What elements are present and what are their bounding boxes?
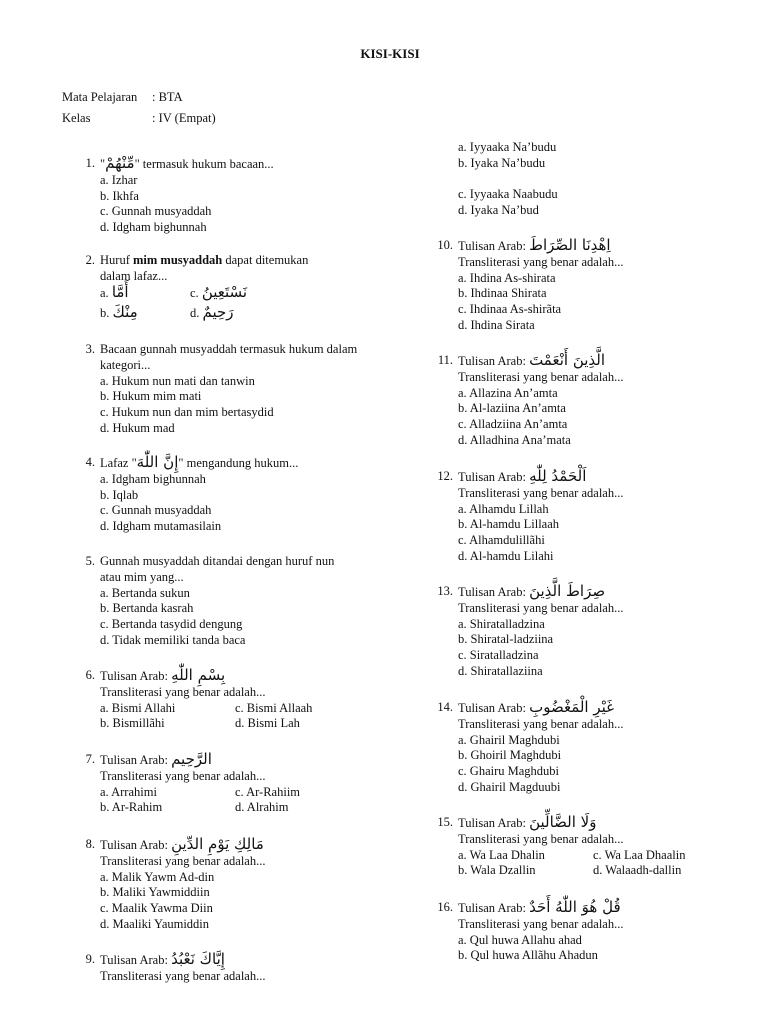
question-subtext: Transliterasi yang benar adalah... — [458, 716, 624, 731]
option-a: a. Wa Laa Dhalin — [458, 847, 545, 862]
option: d. Maaliki Yaumiddin — [100, 916, 210, 931]
option: c. Ihdinaa As-shirãta — [458, 302, 562, 317]
option-label: c. — [190, 285, 199, 300]
option-c: c. Bismi Allaah — [235, 700, 313, 715]
page-title: KISI-KISI — [360, 46, 420, 61]
option: a. Shiratalladzina — [458, 616, 545, 631]
option: b. Hukum mim mati — [100, 389, 202, 404]
meta-label: Mata Pelajaran — [62, 90, 138, 104]
option: c. Ghairu Maghdubi — [458, 764, 560, 779]
option: b. Ihdinaa Shirata — [458, 286, 547, 301]
question-text: " — [100, 157, 106, 171]
question-number: 1. — [85, 156, 95, 170]
option: d. Hukum mad — [100, 420, 175, 435]
option: a. Iyyaaka Na’budu — [458, 140, 557, 154]
option-b: b. Bismillãhi — [100, 716, 165, 731]
question-number: 14. — [437, 700, 453, 714]
question-5 — [75, 554, 375, 649]
question-9-options — [433, 140, 753, 219]
option: a. Izhar — [100, 172, 138, 187]
question-subtext: Transliterasi yang benar adalah... — [100, 768, 266, 783]
option: c. Iyyaaka Naabudu — [458, 187, 558, 202]
option-d: d. Bismi Lah — [235, 716, 300, 731]
arabic-text: وَلَا الضَّالِّينَ — [529, 813, 597, 831]
question-number: 5. — [85, 554, 95, 568]
option-a: a. Bismi Allahi — [100, 700, 176, 715]
question-text: " termasuk hukum bacaan... — [134, 157, 274, 171]
option: a. Ihdina As-shirata — [458, 270, 556, 285]
option-b: b. Wala Dzallin — [458, 863, 536, 878]
option: b. Qul huwa Allãhu Ahadun — [458, 948, 598, 963]
question-subtext: Transliterasi yang benar adalah... — [458, 916, 624, 931]
option: b. Al-laziina An’amta — [458, 401, 566, 416]
question-number: 7. — [85, 752, 95, 766]
question-number: 16. — [437, 900, 453, 914]
option: b. Ikhfa — [100, 188, 139, 203]
question-3 — [75, 342, 375, 437]
arabic-text: مِّنْهُمْ — [105, 154, 135, 172]
option: d. Idgham mutamasilain — [100, 519, 222, 534]
option: b. Shiratal-ladziina — [458, 632, 554, 647]
question-13 — [433, 584, 753, 680]
option: d. Iyaka Na’bud — [458, 203, 539, 218]
question-number: 3. — [85, 342, 95, 356]
question-number: 11. — [437, 353, 453, 367]
option: a. Ghairil Maghdubi — [458, 732, 560, 747]
question-1 — [75, 156, 375, 236]
question-text: Tulisan Arab: — [100, 753, 172, 767]
option-label: b. — [100, 306, 110, 321]
arabic-text: مَالِكِ يَوْمِ الدِّينِ — [171, 835, 264, 853]
option: c. Alladziina An’amta — [458, 417, 568, 432]
question-text-line2: dalam lafaz... — [100, 268, 168, 283]
arabic-text: اِهْدِنَا الصِّرَاطَ — [529, 236, 611, 254]
question-text: Tulisan Arab: — [458, 239, 530, 253]
arabic-text: نَسْتَعِينُ — [201, 282, 248, 301]
question-9 — [75, 952, 375, 985]
option: d. Tidak memiliki tanda baca — [100, 632, 246, 647]
option: d. Alladhina Ana’mata — [458, 432, 571, 447]
question-text: Lafaz " — [100, 456, 137, 470]
option: d. Idgham bighunnah — [100, 220, 207, 235]
option-c: c. Wa Laa Dhaalin — [593, 847, 686, 862]
question-text: Tulisan Arab: — [458, 470, 530, 484]
option-d: d. Alrahim — [235, 800, 289, 815]
question-11 — [433, 353, 753, 449]
question-number: 13. — [437, 584, 453, 598]
option-c — [190, 282, 280, 302]
question-text: Tulisan Arab: — [100, 669, 172, 683]
option: c. Alhamdulillãhi — [458, 533, 545, 548]
question-number: 6. — [85, 668, 95, 682]
option: b. Iyaka Na’budu — [458, 155, 546, 170]
option: b. Bertanda kasrah — [100, 601, 194, 616]
question-2 — [75, 253, 375, 322]
meta-value: : BTA — [152, 90, 183, 104]
arabic-text: إِيَّاكَ نَعْبُدُ — [171, 950, 225, 968]
question-text: Tulisan Arab: — [458, 901, 530, 915]
arabic-text: اَلْحَمْدُ لِلّٰهِ — [529, 467, 587, 485]
question-6 — [75, 668, 375, 732]
option-d: d. Walaadh-dallin — [593, 863, 682, 878]
question-subtext: Transliterasi yang benar adalah... — [458, 485, 624, 500]
option-b: b. Ar-Rahim — [100, 800, 163, 815]
question-subtext: Transliterasi yang benar adalah... — [458, 369, 624, 384]
question-15 — [433, 815, 753, 879]
question-text: Huruf — [100, 253, 133, 267]
meta-subject — [62, 90, 183, 106]
question-number: 10. — [437, 238, 453, 252]
question-number: 12. — [437, 469, 453, 483]
option: c. Hukum nun dan mim bertasydid — [100, 405, 274, 420]
question-14 — [433, 700, 753, 796]
question-text: " mengandung hukum... — [178, 456, 299, 470]
question-subtext: Transliterasi yang benar adalah... — [100, 968, 266, 983]
option: a. Malik Yawm Ad-din — [100, 869, 215, 884]
arabic-text: قُلْ هُوَ اللّٰهُ أَحَدٌ — [529, 898, 621, 916]
question-subtext: Transliterasi yang benar adalah... — [458, 831, 624, 846]
arabic-text: أَمَّا — [111, 282, 129, 301]
question-subtext: Transliterasi yang benar adalah... — [458, 600, 624, 615]
arabic-text: إِنَّ اللّٰهَ — [136, 453, 179, 471]
option: b. Al-hamdu Lillaah — [458, 517, 560, 532]
question-10 — [433, 238, 753, 334]
question-8 — [75, 837, 375, 933]
option: c. Maalik Yawma Diin — [100, 901, 213, 916]
option: c. Gunnah musyaddah — [100, 503, 212, 518]
option-label: a. — [100, 285, 109, 300]
question-subtext: Transliterasi yang benar adalah... — [458, 254, 624, 269]
question-text: dapat ditemukan — [222, 253, 309, 267]
option-label: d. — [190, 306, 200, 321]
option: a. Qul huwa Allahu ahad — [458, 932, 582, 947]
option: b. Ghoiril Maghdubi — [458, 748, 562, 763]
option: a. Allazina An’amta — [458, 385, 558, 400]
option: a. Alhamdu Lillah — [458, 501, 549, 516]
arabic-text: مِنْكَ — [112, 303, 138, 322]
arabic-text: الرَّحِيم — [171, 750, 212, 768]
option: b. Maliki Yawmiddiin — [100, 885, 210, 900]
option-a: a. Arrahimi — [100, 784, 157, 799]
question-4 — [75, 455, 375, 535]
option: c. Gunnah musyaddah — [100, 204, 212, 219]
question-16 — [433, 900, 753, 964]
option: a. Hukum nun mati dan tanwin — [100, 373, 255, 388]
option: a. Idgham bighunnah — [100, 471, 206, 486]
question-text-line2: kategori... — [100, 357, 151, 372]
question-12 — [433, 469, 753, 565]
option: d. Al-hamdu Lilahi — [458, 548, 554, 563]
question-number: 2. — [85, 253, 95, 267]
option: d. Ihdina Sirata — [458, 317, 535, 332]
question-text: Tulisan Arab: — [458, 354, 530, 368]
question-number: 8. — [85, 837, 95, 851]
question-number: 4. — [85, 455, 95, 469]
option: c. Bertanda tasydid dengung — [100, 617, 243, 632]
question-text: Tulisan Arab: — [100, 953, 172, 967]
question-7 — [75, 752, 375, 816]
meta-class — [62, 111, 216, 127]
question-number: 9. — [85, 952, 95, 966]
option: c. Siratalladzina — [458, 648, 539, 663]
question-text: Tulisan Arab: — [458, 816, 530, 830]
option-a — [100, 282, 190, 302]
question-text-line2: atau mim yang... — [100, 569, 184, 584]
option-c: c. Ar-Rahiim — [235, 784, 301, 799]
option-b — [100, 305, 190, 322]
question-text: Tulisan Arab: — [100, 838, 172, 852]
option: b. Iqlab — [100, 487, 139, 502]
meta-value: : IV (Empat) — [152, 111, 216, 125]
arabic-text: رَحِيمٌ — [202, 303, 234, 322]
question-text: Gunnah musyaddah ditandai dengan huruf nun — [100, 554, 335, 568]
arabic-text: صِرَاطَ الَّذِينَ — [529, 582, 606, 600]
arabic-text: الَّذِينَ أَنْعَمْتَ — [529, 351, 606, 369]
arabic-text: غَيْرِ الْمَغْضُوبِ — [529, 698, 615, 716]
question-text: Tulisan Arab: — [458, 701, 530, 715]
question-text: Tulisan Arab: — [458, 585, 530, 599]
question-number: 15. — [437, 815, 453, 829]
question-bold-text: mim musyaddah — [132, 253, 223, 267]
option: a. Bertanda sukun — [100, 585, 190, 600]
question-subtext: Transliterasi yang benar adalah... — [100, 684, 266, 699]
option-d — [190, 305, 280, 322]
meta-label: Kelas — [62, 111, 91, 125]
option: d. Shiratallaziina — [458, 663, 543, 678]
question-text: Bacaan gunnah musyaddah termasuk hukum dalam — [100, 342, 358, 356]
option: d. Ghairil Magduubi — [458, 779, 561, 794]
question-subtext: Transliterasi yang benar adalah... — [100, 853, 266, 868]
arabic-text: بِسْمِ اللّٰهِ — [171, 666, 226, 684]
